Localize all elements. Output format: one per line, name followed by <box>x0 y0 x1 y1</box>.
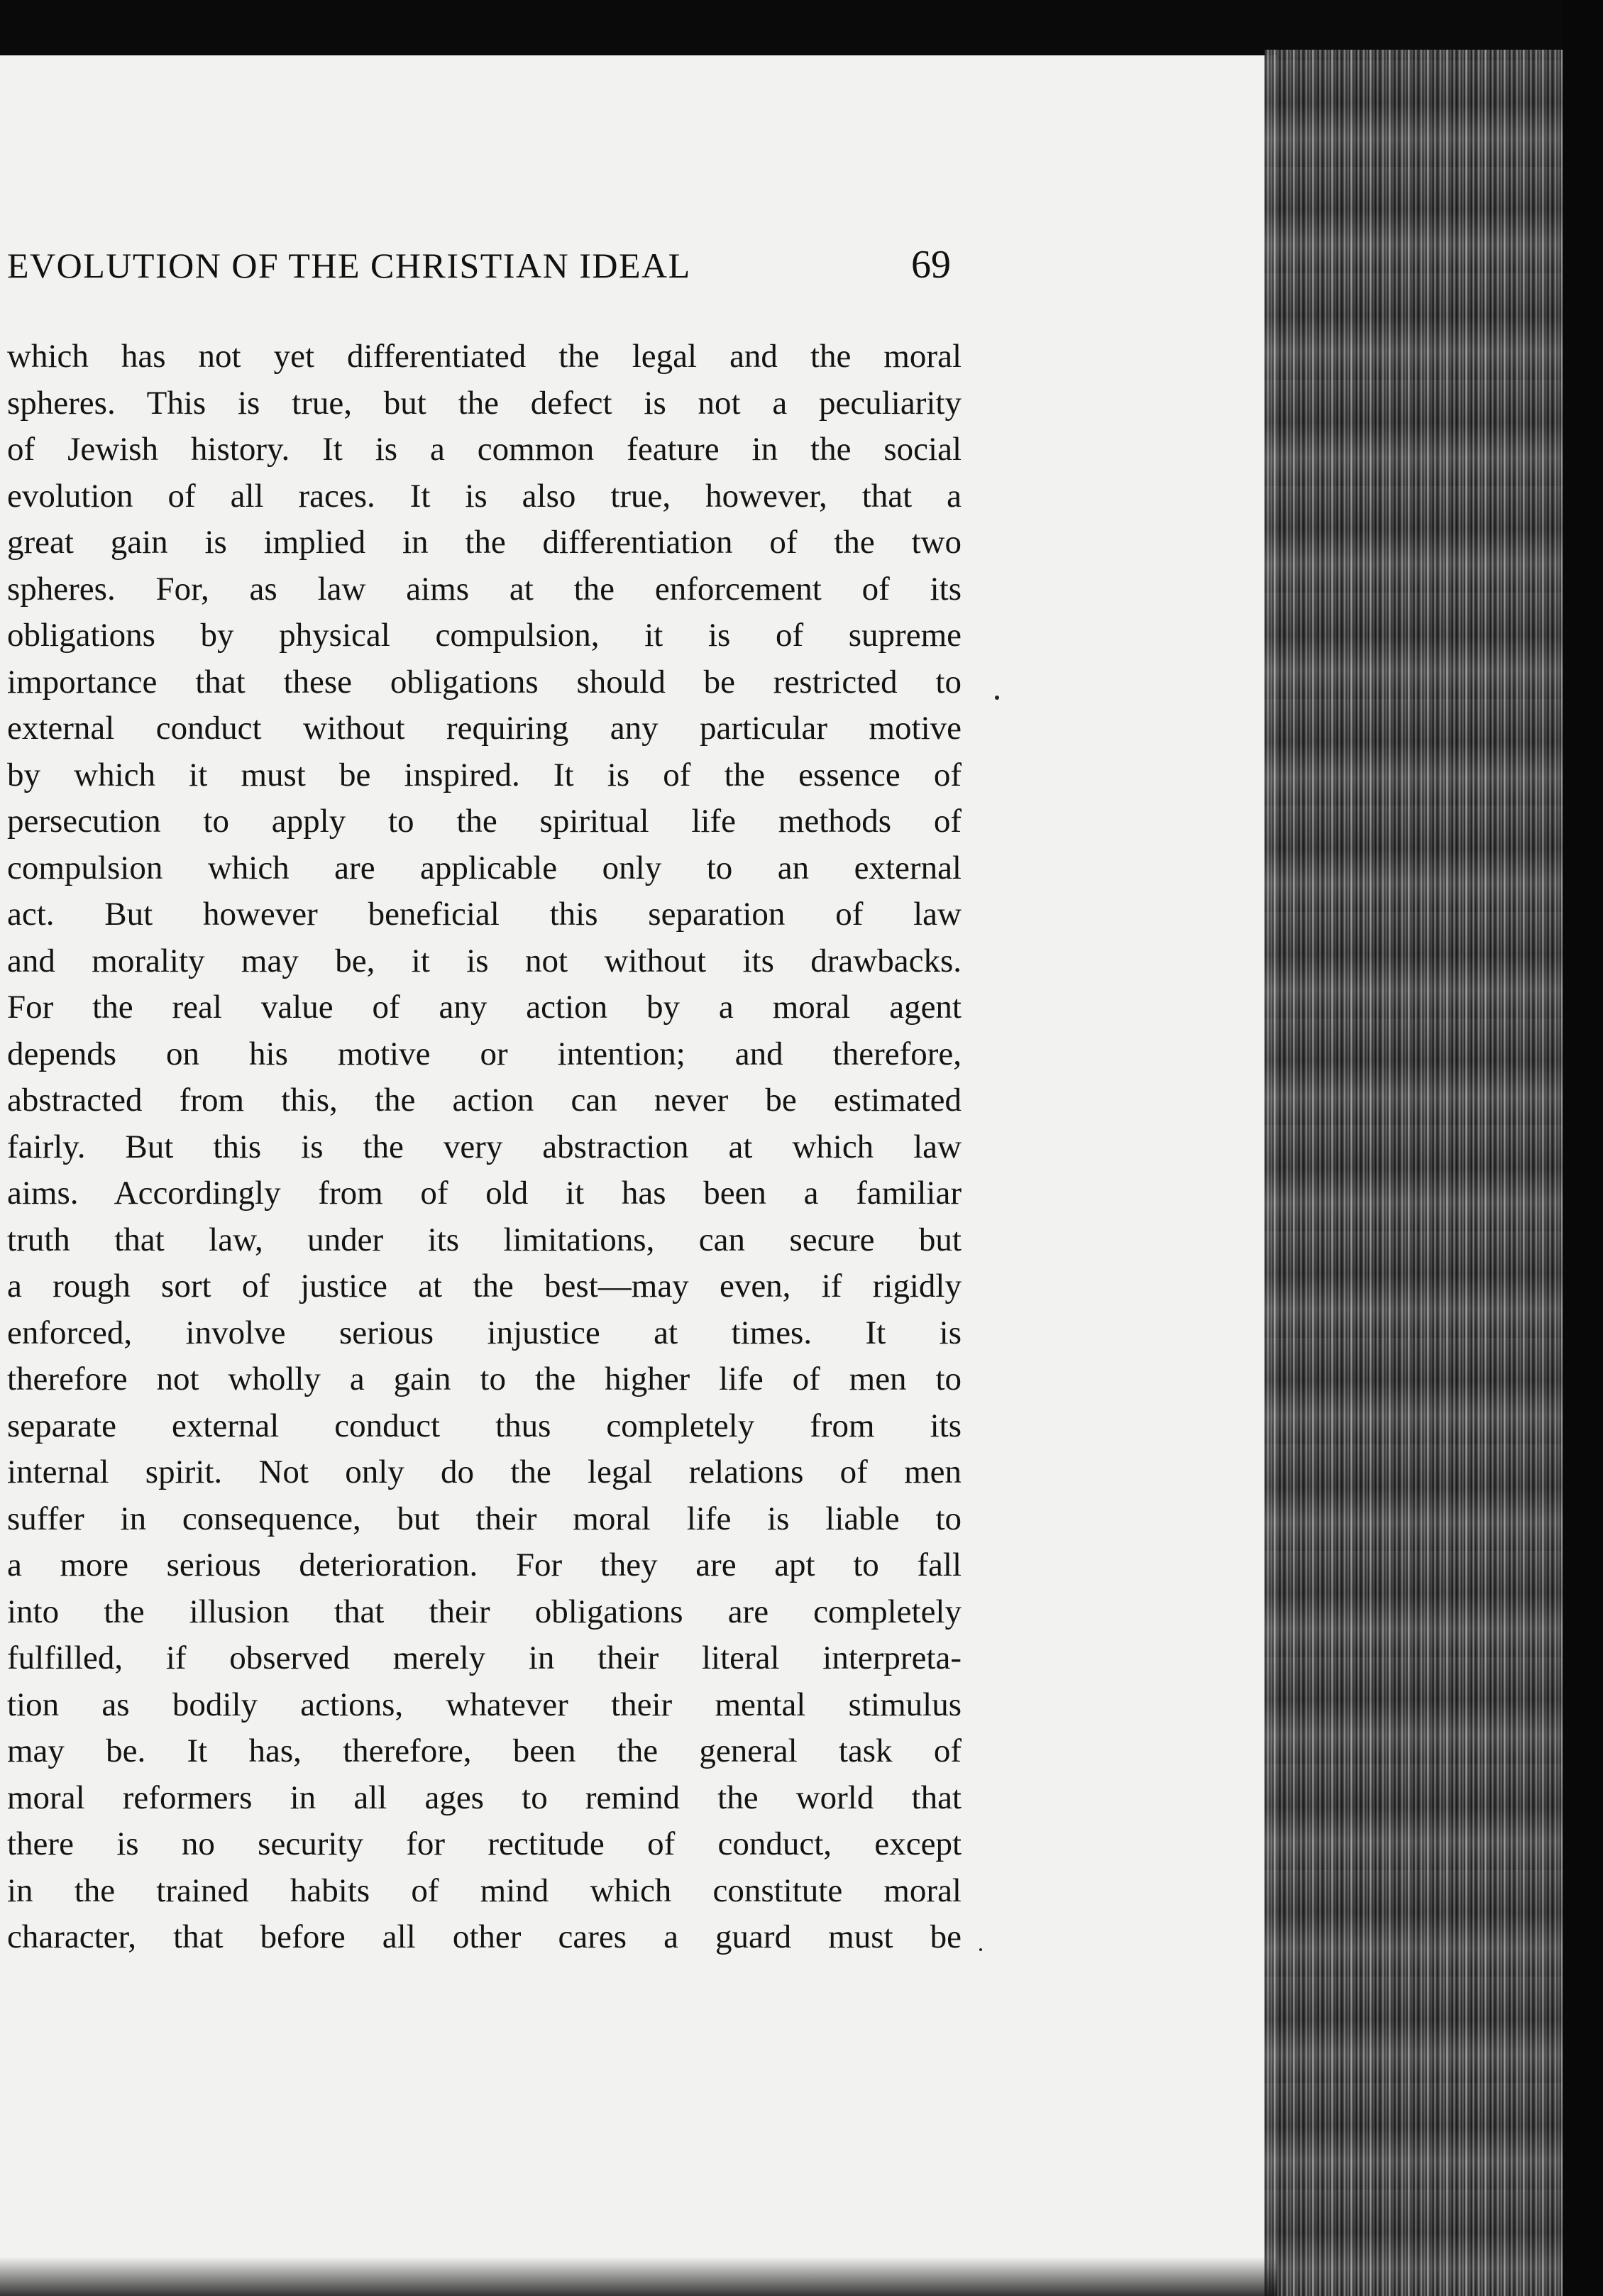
text-line: external conduct without requiring any particular motive <box>7 710 962 747</box>
text-line: enforced, involve serious injustice at times. It is <box>7 1314 962 1351</box>
text-line: depends on his motive or intention; and therefore, <box>7 1035 962 1072</box>
text-line: spheres. This is true, but the defect is not a peculiarity <box>7 384 962 422</box>
text-line: a rough sort of justice at the best—may even, if rigidly <box>7 1268 962 1304</box>
text-line: obligations by physical compulsion, it is of supreme <box>7 617 962 654</box>
body-text <box>7 334 962 1961</box>
text-line: and morality may be, it is not without its drawbacks. <box>7 942 962 979</box>
text-line: character, that before all other cares a guard must be <box>7 1918 962 1955</box>
scan-speck <box>979 1948 982 1951</box>
page-bottom-shadow <box>0 2257 1277 2296</box>
text-line: fulfilled, if observed merely in their literal interpreta- <box>7 1639 962 1676</box>
text-line: act. But however beneficial this separation of law <box>7 896 962 933</box>
running-head <box>7 245 951 309</box>
text-line: internal spirit. Not only do the legal relations of men <box>7 1454 962 1490</box>
text-line: spheres. For, as law aims at the enforcement of its <box>7 570 962 608</box>
text-line: abstracted from this, the action can never be estimated <box>7 1082 962 1119</box>
text-line: of Jewish history. It is a common feature in the social <box>7 431 962 468</box>
page-number: 69 <box>911 243 951 287</box>
text-line: importance that these obligations should be restricted to <box>7 663 962 701</box>
scanner-top-border <box>0 0 1603 55</box>
text-line: compulsion which are applicable only to an external <box>7 849 962 886</box>
scanner-right-border <box>1563 0 1603 2296</box>
text-line: separate external conduct thus completely from its <box>7 1407 962 1444</box>
text-line: For the real value of any action by a moral agent <box>7 989 962 1026</box>
text-line: therefore not wholly a gain to the higher life of men to <box>7 1361 962 1397</box>
text-line: tion as bodily actions, whatever their mental stimulus <box>7 1686 962 1723</box>
text-line: suffer in consequence, but their moral life is liable to <box>7 1500 962 1537</box>
text-line: evolution of all races. It is also true, however, that a <box>7 477 962 515</box>
text-line: a more serious deterioration. For they are apt to fall <box>7 1547 962 1583</box>
text-line: great gain is implied in the differentiation of the two <box>7 524 962 561</box>
text-line: truth that law, under its limitations, can secure but <box>7 1221 962 1258</box>
text-line: moral reformers in all ages to remind the world that <box>7 1779 962 1816</box>
book-page-edges-shading <box>1265 50 1563 2296</box>
text-line: may be. It has, therefore, been the general task of <box>7 1732 962 1769</box>
text-line: there is no security for rectitude of conduct, except <box>7 1825 962 1862</box>
running-head-title: EVOLUTION OF THE CHRISTIAN IDEAL <box>7 246 691 285</box>
text-line: in the trained habits of mind which constitute moral <box>7 1872 962 1909</box>
text-line: by which it must be inspired. It is of the essence of <box>7 756 962 793</box>
text-line: aims. Accordingly from of old it has been a familiar <box>7 1175 962 1212</box>
text-line: persecution to apply to the spiritual life methods of <box>7 803 962 840</box>
text-line: fairly. But this is the very abstraction at which law <box>7 1128 962 1165</box>
text-line: into the illusion that their obligations are completely <box>7 1593 962 1630</box>
scan-speck <box>995 696 999 700</box>
text-line: which has not yet differentiated the legal and the moral <box>7 338 962 375</box>
